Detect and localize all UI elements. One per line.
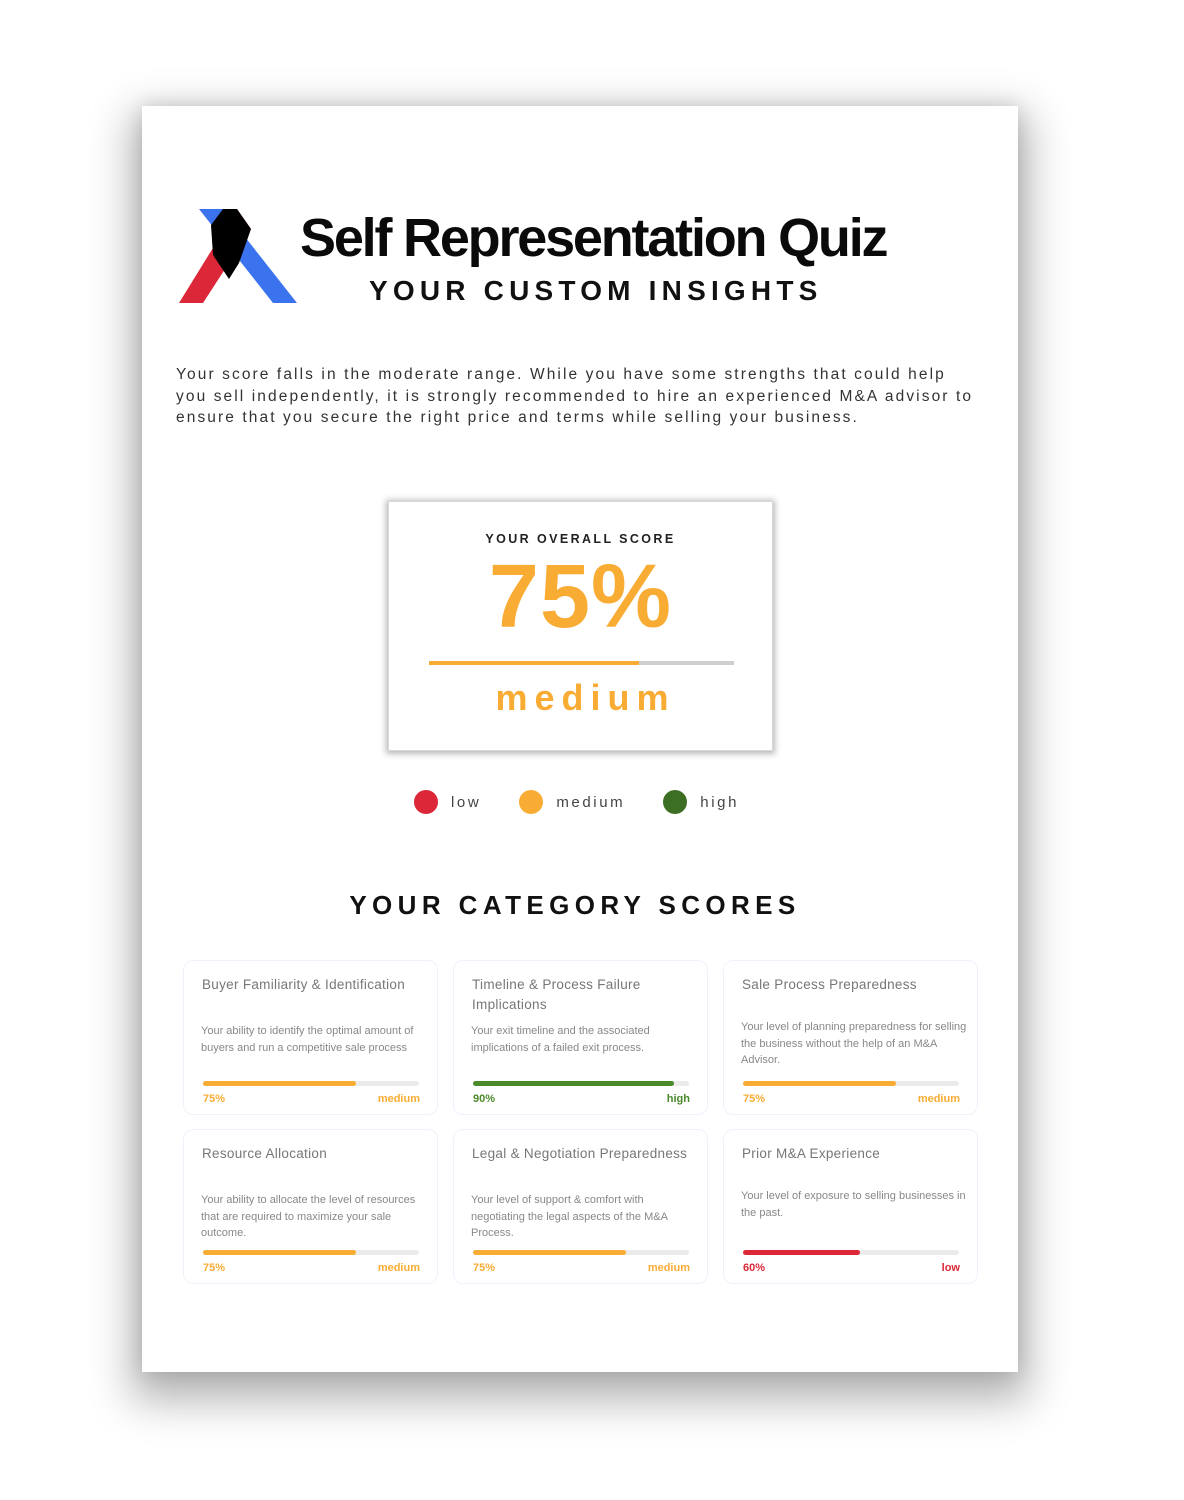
category-score-bar-fill [203, 1250, 356, 1255]
category-score-percent: 75% [743, 1093, 766, 1105]
category-card [183, 1129, 438, 1284]
category-score-bar [203, 1081, 419, 1086]
category-card [453, 1129, 708, 1284]
category-score-percent: 60% [743, 1262, 766, 1274]
category-card [723, 960, 978, 1115]
category-title: Sale Process Preparedness [742, 977, 917, 992]
legend-item-medium [519, 790, 625, 814]
category-score-bar [743, 1250, 959, 1255]
overall-score-level: medium [495, 677, 676, 718]
category-score-bar-fill [473, 1081, 674, 1086]
report-subtitle: YOUR CUSTOM INSIGHTS [369, 275, 823, 306]
category-score-bar-fill [743, 1250, 860, 1255]
category-score-percent: 90% [473, 1093, 496, 1105]
report-title: Self Representation Quiz [300, 208, 887, 268]
overall-score-label: YOUR OVERALL SCORE [485, 532, 676, 546]
category-score-level: medium [917, 1093, 960, 1105]
category-scores-heading: YOUR CATEGORY SCORES [349, 890, 801, 920]
category-score-level: medium [377, 1262, 420, 1274]
overall-score-value: 75% [488, 547, 673, 647]
category-description: Your level of exposure to selling businesses in the past. [741, 1190, 966, 1219]
category-description: Your level of support & comfort with negotiating the legal aspects of the M&A Process. [471, 1194, 668, 1239]
category-description: Your level of planning preparedness for selling the business without the help of an M&A Advisor. [741, 1021, 967, 1066]
red-dot-icon [414, 790, 438, 814]
category-score-bar-fill [203, 1081, 356, 1086]
legend-item-low [414, 790, 481, 814]
category-score-bar [743, 1081, 959, 1086]
category-card [723, 1129, 978, 1284]
category-score-level: high [666, 1093, 690, 1105]
category-title: Buyer Familiarity & Identification [202, 977, 406, 992]
legend-label: high [700, 793, 740, 811]
orange-dot-icon [519, 790, 543, 814]
category-title: Legal & Negotiation Preparedness [472, 1146, 688, 1161]
category-score-bar [203, 1250, 419, 1255]
category-score-percent: 75% [203, 1093, 226, 1105]
report-page [142, 106, 1018, 1372]
legend-item-high [663, 790, 739, 814]
category-card [453, 960, 708, 1115]
overall-score-bar [429, 661, 734, 665]
overall-score-card [388, 501, 773, 751]
category-title: Timeline & Process Failure Implications [472, 977, 641, 1012]
overall-score-bar-fill [429, 661, 639, 665]
category-description: Your ability to identify the optimal amount of buyers and run a competitive sale process [201, 1025, 414, 1054]
green-dot-icon [663, 790, 687, 814]
category-score-bar-fill [473, 1250, 626, 1255]
legend-label: medium [556, 793, 626, 811]
category-title: Prior M&A Experience [742, 1146, 881, 1161]
legend-label: low [451, 793, 482, 811]
category-description: Your exit timeline and the associated implications of a failed exit process. [471, 1025, 650, 1054]
x-chevron-logo-icon [179, 209, 297, 303]
category-score-percent: 75% [203, 1262, 226, 1274]
intro-paragraph: Your score falls in the moderate range. While you have some strengths that could help you sell independently, it is strongly recommended to hire an experienced M&A advisor to ensure that you secure the right price and terms while selling your business. [176, 366, 974, 426]
category-title: Resource Allocation [202, 1146, 328, 1161]
category-score-bar [473, 1250, 689, 1255]
category-score-percent: 75% [473, 1262, 496, 1274]
category-score-level: low [941, 1262, 960, 1274]
category-score-bar-fill [743, 1081, 896, 1086]
category-description: Your ability to allocate the level of resources that are required to maximize your sale outcome. [201, 1194, 416, 1239]
category-score-level: medium [377, 1093, 420, 1105]
category-score-level: medium [647, 1262, 690, 1274]
score-legend [414, 789, 777, 815]
category-card [183, 960, 438, 1115]
category-score-bar [473, 1081, 689, 1086]
